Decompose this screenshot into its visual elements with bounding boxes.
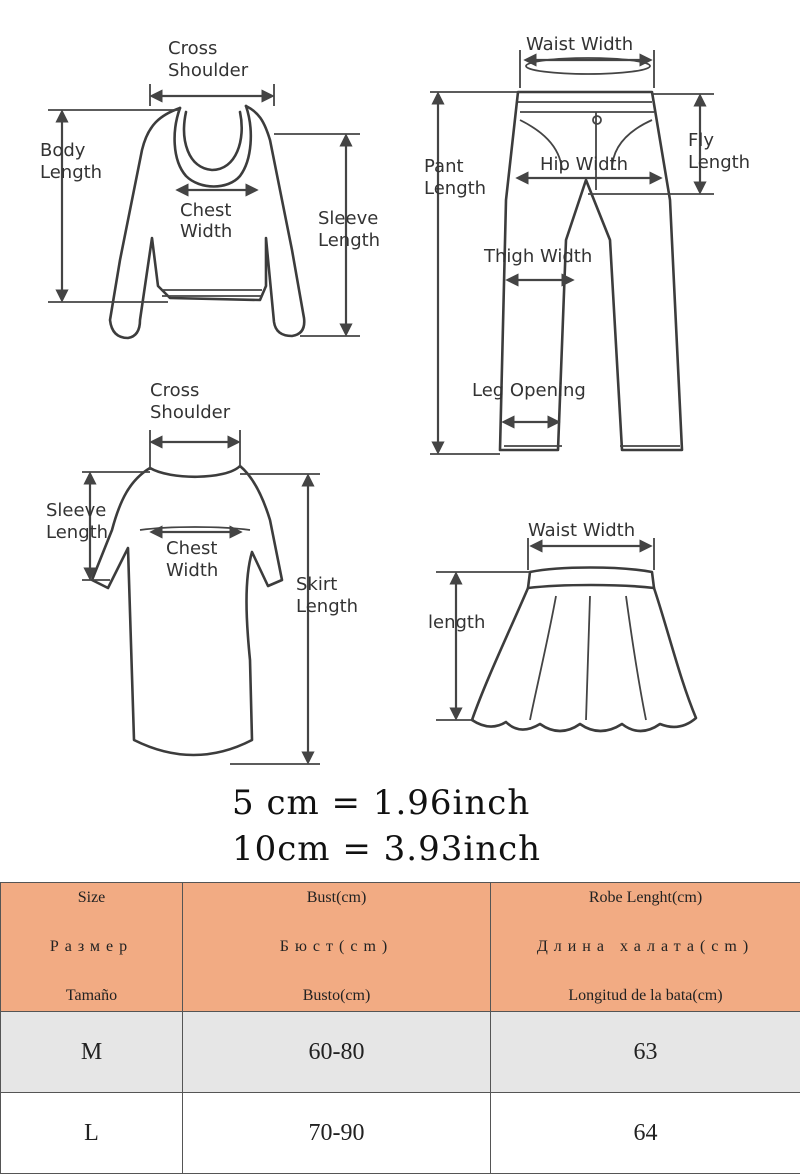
dress-figure xyxy=(46,380,358,764)
cell-size: L xyxy=(1,1093,183,1174)
cell-size: M xyxy=(1,1012,183,1093)
dress-chest-width-label: Chest Width xyxy=(166,538,218,581)
top-cross-shoulder-label: Cross Shoulder xyxy=(168,38,249,81)
skirt-waist-width-label: Waist Width xyxy=(528,520,635,541)
header-size-es: Tamaño xyxy=(1,988,182,1004)
table-row xyxy=(1,1012,800,1093)
pants-leg-opening-label: Leg Opening xyxy=(472,380,586,401)
header-robe-length xyxy=(491,883,800,1012)
conversion-line-2: 10cm = 3.93inch xyxy=(232,832,541,866)
cell-robe-length: 63 xyxy=(491,1012,800,1093)
header-robe-length-es: Longitud de la bata(cm) xyxy=(491,988,800,1004)
header-size xyxy=(1,883,183,1012)
pants-pant-length-label: Pant Length xyxy=(424,156,486,199)
dress-skirt-length-label: Skirt Length xyxy=(296,574,358,617)
size-table-header-row xyxy=(1,883,800,1012)
top-chest-width-label: Chest Width xyxy=(180,200,232,242)
cell-bust: 70-90 xyxy=(183,1093,491,1174)
header-size-ru: Размер xyxy=(1,939,182,955)
pants-waist-width-label: Waist Width xyxy=(526,34,633,55)
table-row xyxy=(1,1093,800,1174)
size-table xyxy=(0,882,800,1174)
dress-cross-shoulder-label: Cross Shoulder xyxy=(150,380,231,423)
header-robe-length-en: Robe Lenght(cm) xyxy=(491,890,800,906)
pants-figure xyxy=(424,34,750,454)
cell-bust: 60-80 xyxy=(183,1012,491,1093)
skirt-length-label: length xyxy=(428,612,485,633)
header-bust-en: Bust(cm) xyxy=(183,890,490,906)
header-bust-ru: Бюст(cm) xyxy=(183,939,490,955)
top-sleeve-length-label: Sleeve Length xyxy=(318,208,380,251)
conversion-line-1: 5 cm = 1.96inch xyxy=(232,786,530,820)
header-bust-es: Busto(cm) xyxy=(183,988,490,1004)
top-body-length-label: Body Length xyxy=(40,140,102,183)
skirt-figure xyxy=(428,520,696,731)
pants-hip-width-label: Hip Width xyxy=(540,154,628,175)
pants-thigh-width-label: Thigh Width xyxy=(483,246,592,267)
header-bust xyxy=(183,883,491,1012)
cell-robe-length: 64 xyxy=(491,1093,800,1174)
sweater-figure xyxy=(40,38,380,338)
dress-sleeve-length-label: Sleeve Length xyxy=(46,500,108,543)
header-size-en: Size xyxy=(1,890,182,906)
header-robe-length-ru: Длина халата(cm) xyxy=(491,939,800,955)
pants-fly-length-label: Fly Length xyxy=(688,130,750,173)
